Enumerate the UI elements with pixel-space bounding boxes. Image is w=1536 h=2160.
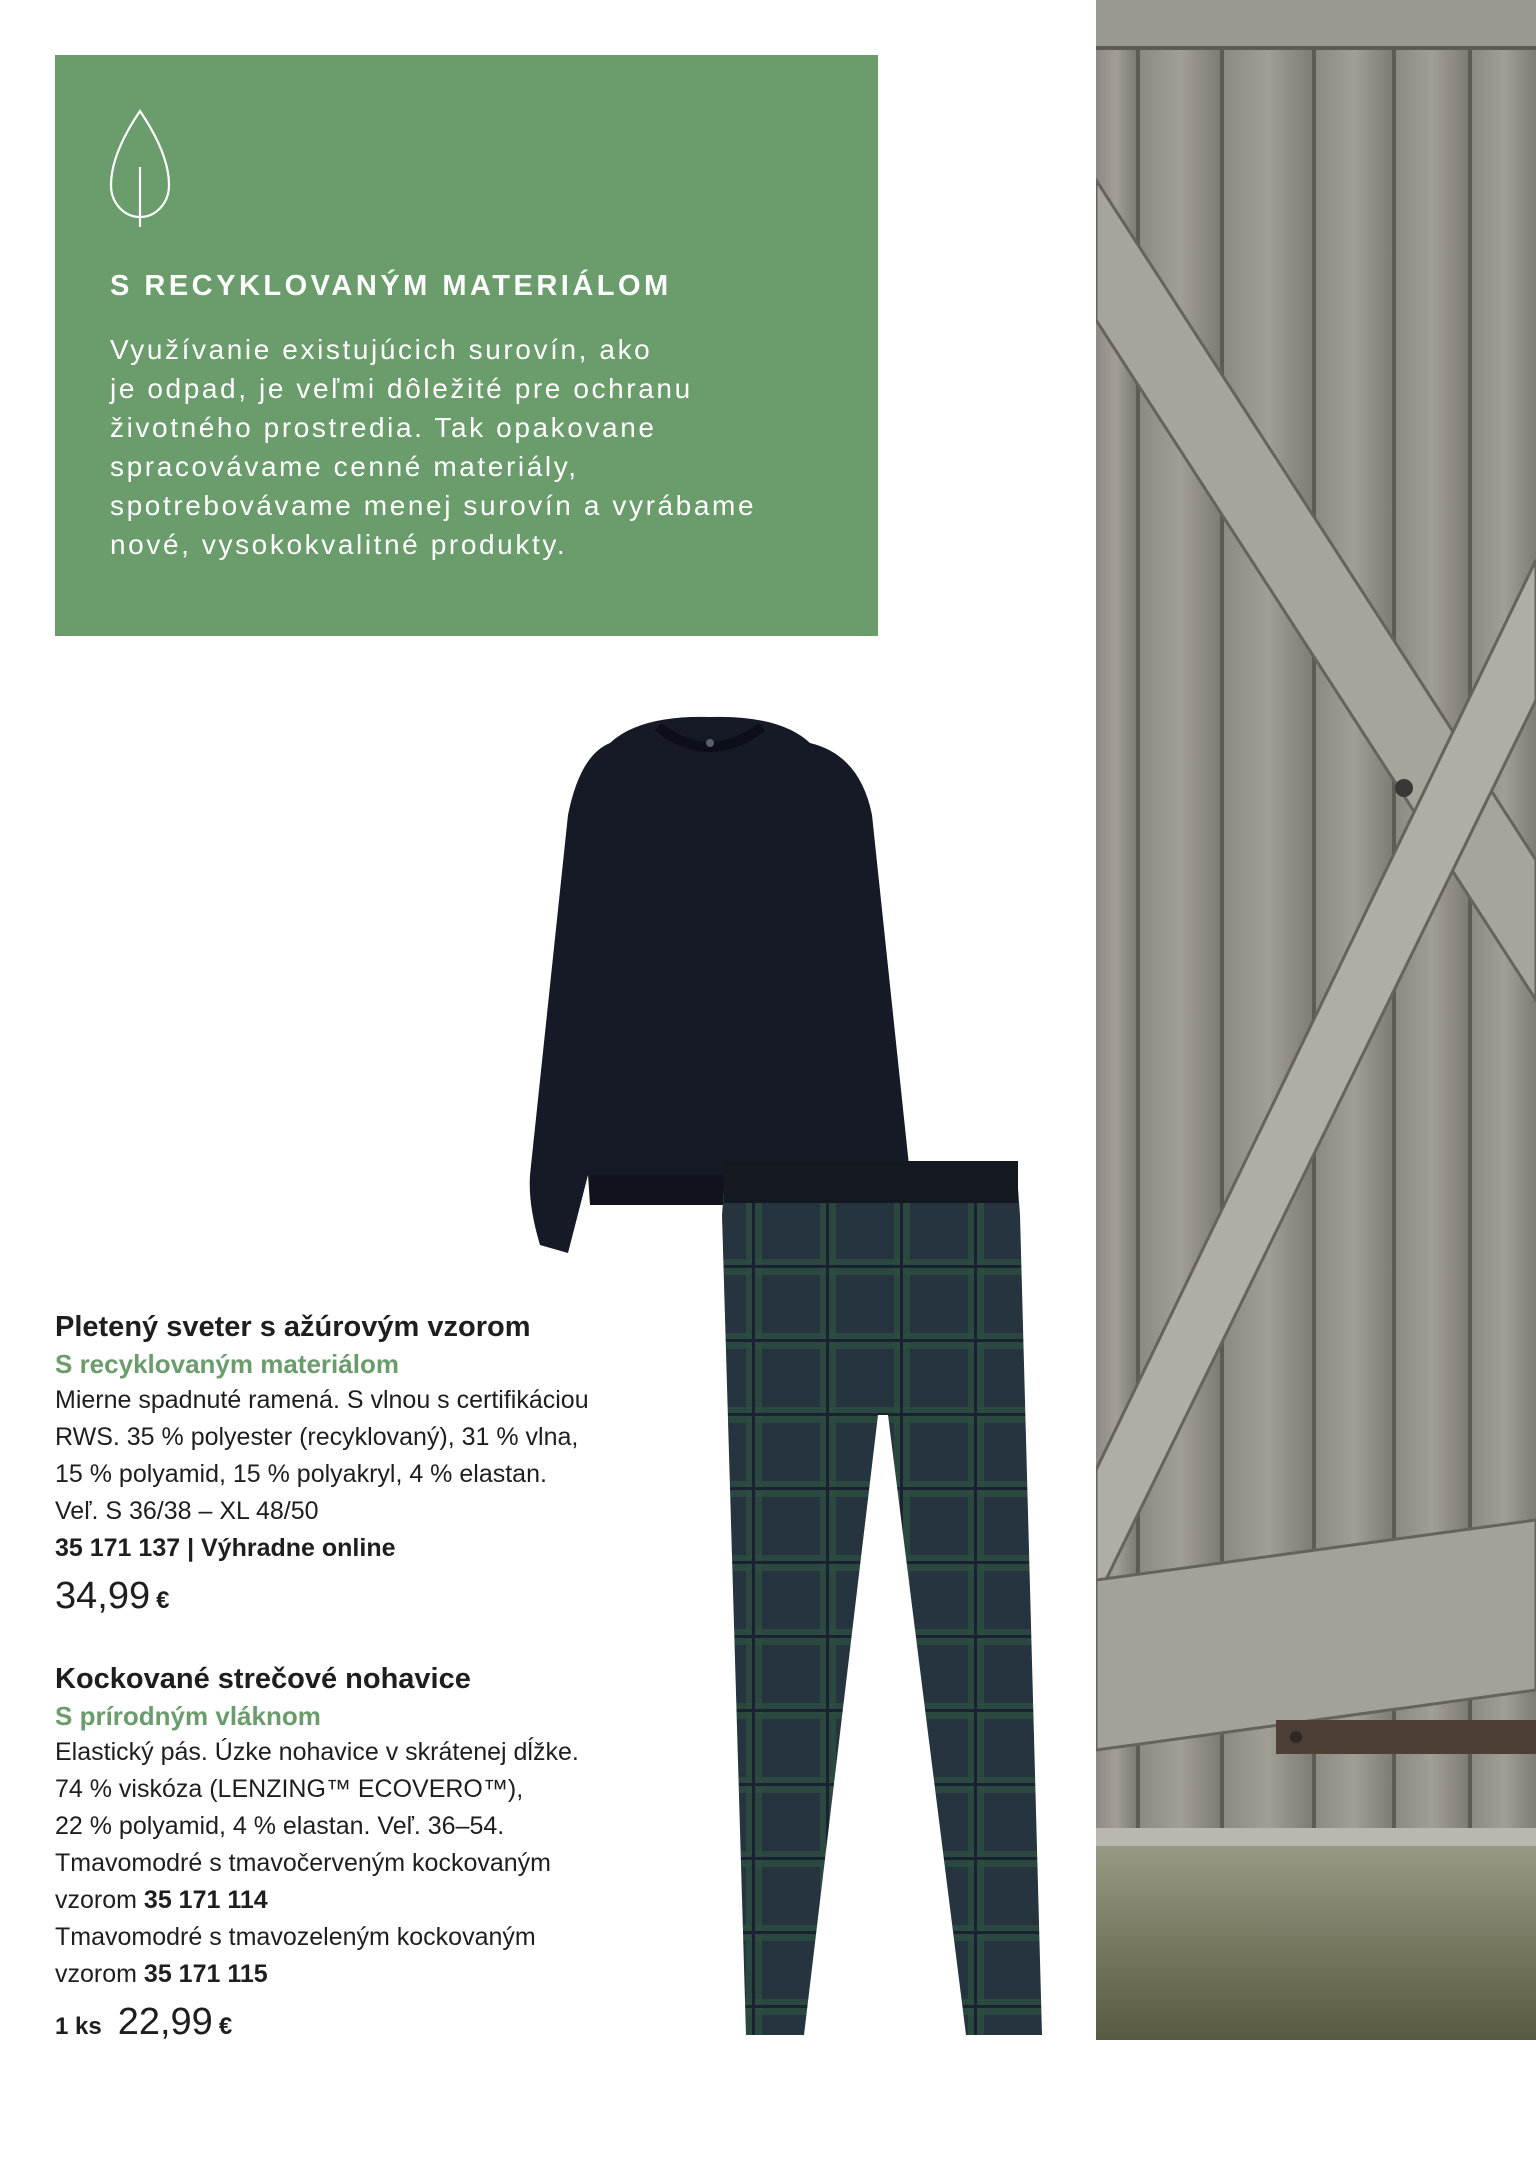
product-description: Elastický pás. Úzke nohavice v skrátenej dĺžke.: [55, 1738, 579, 1766]
variant-code: 35 171 115: [143, 1960, 268, 1988]
info-box-line: nové, vysokokvalitné produkty.: [110, 529, 568, 560]
product-description: 74 % viskóza (LENZING™ ECOVERO™),: [55, 1775, 524, 1803]
info-box-line: spotrebovávame menej surovín a vyrábame: [110, 490, 757, 521]
info-box-title: S RECYKLOVANÝM MATERIÁLOM: [110, 270, 672, 302]
product-variant: Tmavomodré s tmavozeleným kockovaným: [55, 1923, 536, 1951]
price-row: [55, 2001, 675, 2044]
product-description: Mierne spadnuté ramená. S vlnou s certifikáciou: [55, 1386, 589, 1414]
info-box-line: životného prostredia. Tak opakovane: [110, 412, 657, 443]
product-description: RWS. 35 % polyester (recyklovaný), 31 % vlna,: [55, 1423, 579, 1451]
info-box-line: Využívanie existujúcich surovín, ako: [110, 334, 653, 365]
variant-code: 35 171 114: [143, 1886, 268, 1914]
product-title: Pletený sveter s ažúrovým vzorom: [55, 1311, 531, 1343]
product-sweater: [55, 1308, 675, 1618]
product-pants: [55, 1660, 675, 2044]
leaf-icon: [107, 107, 173, 227]
product-title: Kockované strečové nohavice: [55, 1663, 471, 1695]
recycled-material-info-box: [55, 55, 878, 636]
product-price: 34,99: [55, 1575, 151, 1617]
product-variant-code-line: [55, 1882, 675, 1919]
product-subtitle: S prírodným vláknom: [55, 1701, 321, 1731]
barn-door-photo: [1096, 0, 1536, 2040]
info-box-text: [110, 330, 850, 564]
product-price: 22,99: [117, 2001, 213, 2043]
price-row: [55, 1575, 675, 1618]
product-variant-code-line: [55, 1956, 675, 1993]
product-description: 15 % polyamid, 15 % polyakryl, 4 % elastan.: [55, 1460, 547, 1488]
info-box-line: spracovávame cenné materiály,: [110, 451, 579, 482]
product-description: 22 % polyamid, 4 % elastan. Veľ. 36–54.: [55, 1812, 505, 1840]
product-sizes: Veľ. S 36/38 – XL 48/50: [55, 1497, 319, 1525]
product-subtitle: S recyklovaným materiálom: [55, 1349, 399, 1379]
variant-prefix: vzorom: [55, 1886, 137, 1914]
product-variant: Tmavomodré s tmavočerveným kockovaným: [55, 1849, 551, 1877]
currency: €: [218, 2013, 233, 2040]
quantity: 1 ks: [55, 2013, 102, 2040]
currency: €: [156, 1587, 170, 1614]
variant-prefix: vzorom: [55, 1960, 137, 1988]
product-code: 35 171 137 | Výhradne online: [55, 1534, 396, 1562]
plaid-pants-photo: [716, 1155, 1042, 2045]
info-box-line: je odpad, je veľmi dôležité pre ochranu: [110, 373, 693, 404]
